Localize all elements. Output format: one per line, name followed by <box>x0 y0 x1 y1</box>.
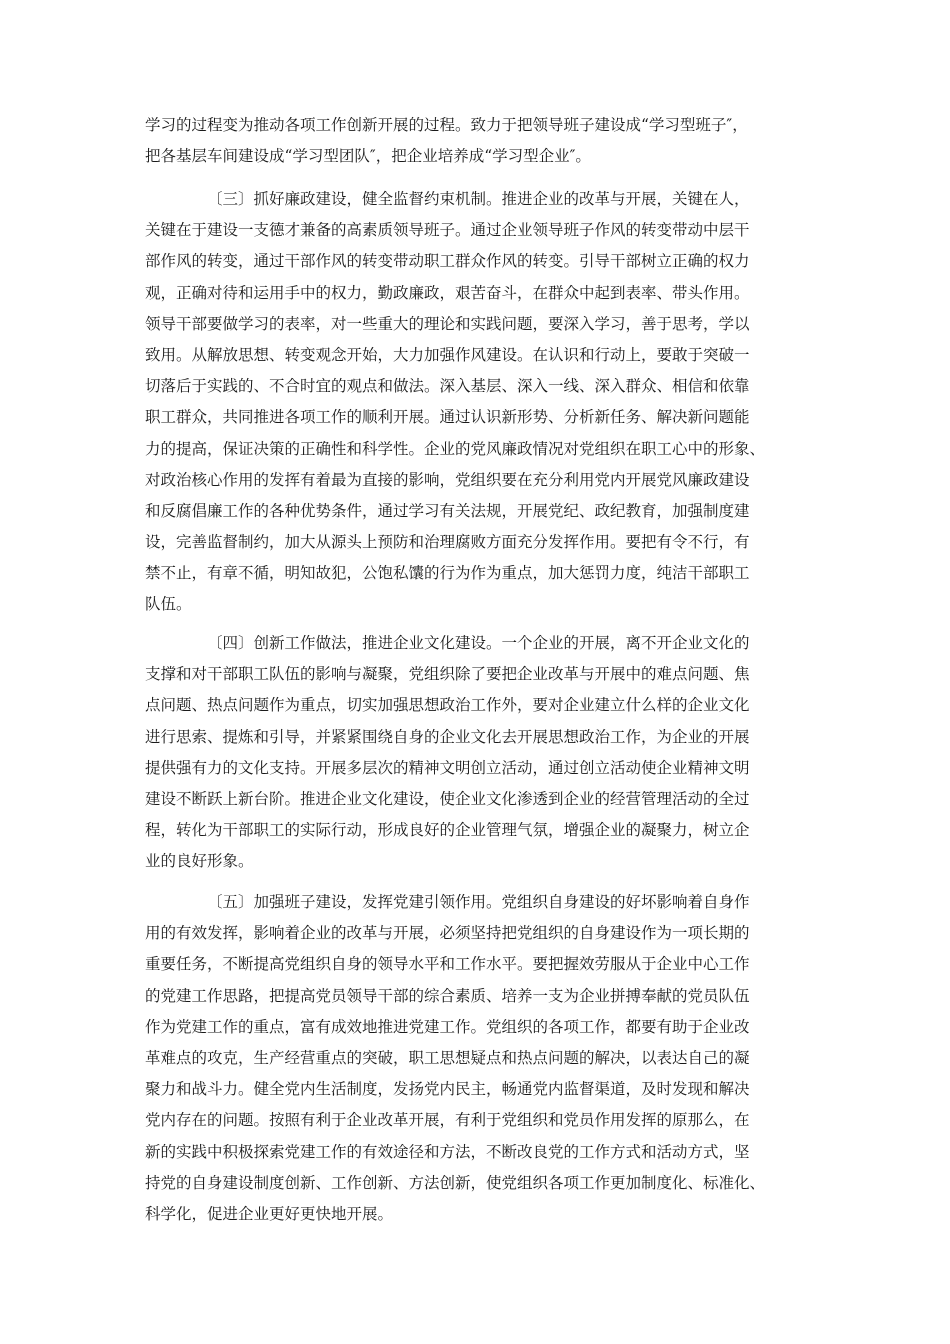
text-line: 革难点的攻克，生产经营重点的突破，职工思想疑点和热点问题的解决，以表达自己的凝 <box>145 1048 750 1067</box>
text-line: 领导干部要做学习的表率，对一些重大的理论和实践问题，要深入学习，善于思考，学以 <box>145 314 750 333</box>
text-line: 部作风的转变，通过干部作风的转变带动职工群众作风的转变。引导干部树立正确的权力 <box>145 252 750 271</box>
text-line: 的党建工作思路，把提高党员领导干部的综合素质、培养一支为企业拼搏奉献的党员队伍 <box>145 986 750 1005</box>
text-line: 切落后于实践的、不合时宜的观点和做法。深入基层、深入一线、深入群众、相信和依靠 <box>145 377 750 396</box>
text-line: 禁不止，有章不循，明知故犯，公饱私馕的行为作为重点，加大惩罚力度，纯洁干部职工 <box>145 564 750 583</box>
text-line: 关键在于建设一支德才兼备的高素质领导班子。通过企业领导班子作风的转变带动中层干 <box>145 221 750 240</box>
text-line: 提供强有力的文化支持。开展多层次的精神文明创立活动，通过创立活动使企业精神文明 <box>145 758 750 777</box>
paragraph-learning-organization <box>145 110 805 172</box>
text-line: 点问题、热点问题作为重点，切实加强思想政治工作外，要对企业建立什么样的企业文化 <box>145 696 750 715</box>
text-line: 业的良好形象。 <box>145 852 254 871</box>
text-line: 和反腐倡廉工作的各种优势条件，通过学习有关法规，开展党纪、政纪教育，加强制度建 <box>145 501 750 520</box>
text-line: 把各基层车间建设成“学习型团队″，把企业培养成“学习型企业″。 <box>145 147 591 166</box>
text-line: 重要任务，不断提高党组织自身的领导水平和工作水平。要把握效劳服从于企业中心工作 <box>145 955 750 974</box>
text-line: 〔三〕抓好廉政建设，健全监督约束机制。推进企业的改革与开展，关键在人， <box>207 190 750 208</box>
text-line: 科学化，促进企业更好更快地开展。 <box>145 1204 394 1223</box>
text-line: 对政治核心作用的发挥有着最为直接的影响，党组织要在充分利用党内开展党风廉政建设 <box>145 470 750 489</box>
text-line: 聚力和战斗力。健全党内生活制度，发扬党内民主，畅通党内监督渠道，及时发现和解决 <box>145 1080 750 1099</box>
text-line: 党内存在的问题。按照有利于企业改革开展，有利于党组织和党员作用发挥的原那么，在 <box>145 1111 750 1130</box>
text-line: 新的实践中积极探索党建工作的有效途径和方法，不断改良党的工作方式和活动方式，坚 <box>145 1142 750 1161</box>
text-line: 学习的过程变为推动各项工作创新开展的过程。致力于把领导班子建设成“学习型班子″， <box>145 116 748 134</box>
paragraph-corporate-culture <box>145 628 805 878</box>
text-line: 设，完善监督制约，加大从源头上预防和治理腐败方面充分发挥作用。要把有令不行，有 <box>145 533 750 552</box>
text-line: 进行思索、提炼和引导，并紧紧围绕自身的企业文化去开展思想政治工作，为企业的开展 <box>145 727 750 746</box>
text-line: 程，转化为干部职工的实际行动，形成良好的企业管理气氛，增强企业的凝聚力，树立企 <box>145 821 750 840</box>
text-line: 队伍。 <box>145 595 192 614</box>
paragraph-team-building <box>145 887 805 1230</box>
text-line: 支撑和对干部职工队伍的影响与凝聚，党组织除了要把企业改革与开展中的难点问题、焦 <box>145 665 750 684</box>
text-line: 作为党建工作的重点，富有成效地推进党建工作。党组织的各项工作，都要有助于企业改 <box>145 1017 750 1036</box>
text-line: 观，正确对待和运用手中的权力，勤政廉政，艰苦奋斗，在群众中起到表率、带头作用。 <box>145 283 750 302</box>
paragraph-integrity-construction <box>145 184 805 621</box>
text-line: 力的提高，保证决策的正确性和科学性。企业的党风廉政情况对党组织在职工心中的形象、 <box>145 439 766 458</box>
text-line: 〔四〕创新工作做法，推进企业文化建设。一个企业的开展，离不开企业文化的 <box>207 634 750 652</box>
text-line: 致用。从解放思想、转变观念开始，大力加强作风建设。在认识和行动上，要敢于突破一 <box>145 345 750 364</box>
text-line: 〔五〕加强班子建设，发挥党建引领作用。党组织自身建设的好坏影响着自身作 <box>207 893 750 911</box>
text-line: 用的有效发挥，影响着企业的改革与开展，必须坚持把党组织的自身建设作为一项长期的 <box>145 924 750 943</box>
text-line: 职工群众，共同推进各项工作的顺利开展。通过认识新形势、分析新任务、解决新问题能 <box>145 408 750 427</box>
text-line: 建设不断跃上新台阶。推进企业文化建设，使企业文化渗透到企业的经营管理活动的全过 <box>145 789 750 808</box>
text-line: 持党的自身建设制度创新、工作创新、方法创新，使党组织各项工作更加制度化、标准化、 <box>145 1173 766 1192</box>
